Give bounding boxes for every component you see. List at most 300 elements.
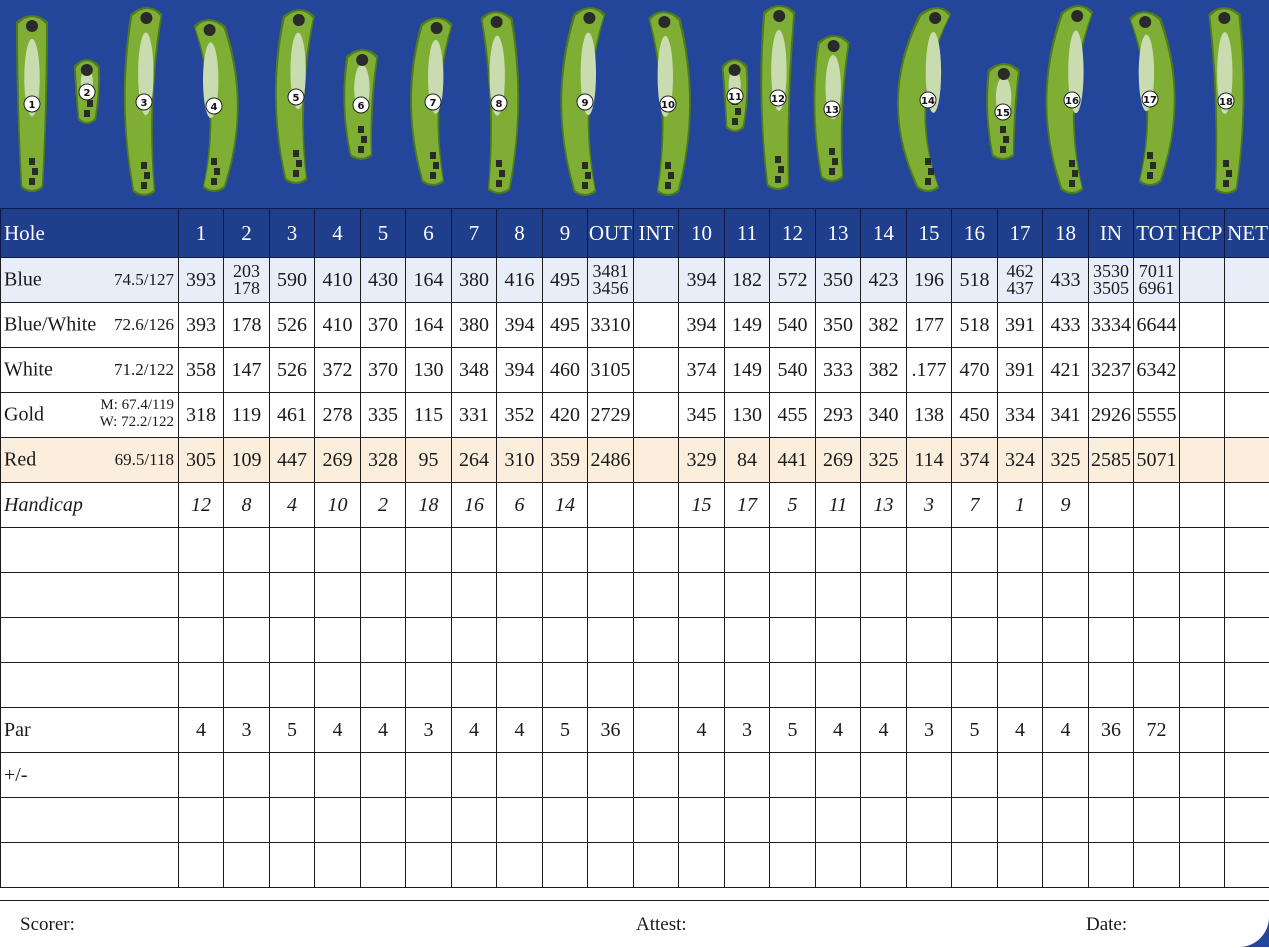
score-entry-cell[interactable] (679, 528, 725, 573)
score-entry-cell[interactable] (770, 573, 816, 618)
player-score-row (1, 843, 1269, 888)
score-entry-cell[interactable] (1225, 618, 1269, 663)
hole-number-header: 14 (861, 209, 907, 258)
tee-label (1, 258, 179, 303)
hole-number-header: 4 (315, 209, 361, 258)
score-entry-cell[interactable] (224, 798, 270, 843)
score-entry-cell[interactable] (907, 528, 952, 573)
score-entry-cell[interactable] (224, 573, 270, 618)
score-entry-cell[interactable] (406, 843, 452, 888)
hole-number-label: 12 (771, 94, 785, 105)
hole-number-label: 2 (84, 88, 91, 99)
score-entry-cell[interactable] (315, 798, 361, 843)
yardage-cell (1180, 258, 1225, 303)
yardage-cell: 203 178 (224, 258, 270, 303)
score-entry-cell[interactable] (770, 798, 816, 843)
score-entry-cell[interactable] (679, 798, 725, 843)
score-entry-cell[interactable] (725, 663, 770, 708)
score-entry-cell[interactable] (588, 663, 634, 708)
hole-header-label: Hole (1, 209, 179, 258)
score-entry-cell[interactable] (270, 798, 315, 843)
hole-number-header: 17 (998, 209, 1043, 258)
hole-number-label: 10 (661, 100, 675, 111)
score-entry-cell[interactable] (816, 798, 861, 843)
score-entry-cell[interactable] (1180, 753, 1225, 798)
score-entry-cell[interactable] (361, 663, 406, 708)
score-entry-cell[interactable] (452, 663, 497, 708)
score-entry-cell[interactable] (679, 618, 725, 663)
yardage-cell: 394 (497, 303, 543, 348)
score-entry-cell[interactable] (179, 843, 224, 888)
hole-number-header: 5 (361, 209, 406, 258)
score-entry-cell[interactable] (725, 528, 770, 573)
score-entry-cell[interactable] (634, 663, 679, 708)
hole-diagram (986, 63, 1020, 160)
yardage-cell: 540 (770, 348, 816, 393)
score-entry-cell[interactable] (1134, 573, 1180, 618)
tee-box-icon (829, 148, 835, 155)
tee-box-icon (430, 172, 436, 179)
score-entry-cell[interactable] (224, 528, 270, 573)
score-entry-cell[interactable] (1043, 798, 1089, 843)
score-entry-cell[interactable] (770, 753, 816, 798)
tee-box-icon (293, 170, 299, 177)
score-entry-cell[interactable] (1089, 618, 1134, 663)
score-entry-cell[interactable] (406, 663, 452, 708)
score-entry-cell[interactable] (998, 753, 1043, 798)
score-entry-cell[interactable] (543, 798, 588, 843)
score-entry-cell[interactable] (361, 618, 406, 663)
score-entry-cell[interactable] (588, 843, 634, 888)
yardage-cell: 391 (998, 303, 1043, 348)
score-entry-cell[interactable] (907, 798, 952, 843)
yardage-cell: 147 (224, 348, 270, 393)
score-entry-cell[interactable] (1180, 573, 1225, 618)
score-entry-cell[interactable] (998, 798, 1043, 843)
score-entry-cell[interactable] (770, 618, 816, 663)
yardage-cell: 348 (452, 348, 497, 393)
score-entry-cell[interactable] (998, 843, 1043, 888)
tee-box-icon (358, 126, 364, 133)
yardage-cell: 370 (361, 348, 406, 393)
score-entry-cell[interactable] (952, 798, 998, 843)
score-entry-cell[interactable] (998, 618, 1043, 663)
score-entry-cell[interactable] (270, 843, 315, 888)
score-entry-cell[interactable] (406, 528, 452, 573)
score-entry-cell[interactable] (634, 618, 679, 663)
score-entry-cell[interactable] (1180, 663, 1225, 708)
score-entry-cell[interactable] (725, 843, 770, 888)
yardage-cell: 526 (270, 303, 315, 348)
score-entry-cell[interactable] (452, 528, 497, 573)
score-entry-cell[interactable] (588, 528, 634, 573)
hole-diagram (1208, 7, 1244, 194)
score-entry-cell[interactable] (725, 798, 770, 843)
score-entry-cell[interactable] (315, 618, 361, 663)
yardage-cell: 130 (725, 393, 770, 438)
score-entry-cell[interactable] (679, 663, 725, 708)
yardage-cell: 325 (861, 438, 907, 483)
yardage-cell (1180, 438, 1225, 483)
yardage-cell: 328 (361, 438, 406, 483)
score-entry-cell[interactable] (1043, 528, 1089, 573)
hole-diagrams (0, 0, 1269, 208)
yardage-cell: 149 (725, 303, 770, 348)
score-entry-cell[interactable] (1134, 528, 1180, 573)
score-entry-cell[interactable] (361, 798, 406, 843)
yardage-cell: 460 (543, 348, 588, 393)
score-entry-cell[interactable] (315, 843, 361, 888)
score-entry-cell[interactable] (816, 618, 861, 663)
score-entry-cell[interactable] (497, 618, 543, 663)
handicap-cell (634, 483, 679, 528)
yardage-cell: 359 (543, 438, 588, 483)
score-entry-cell[interactable] (770, 843, 816, 888)
yardage-cell: 394 (679, 303, 725, 348)
score-entry-cell[interactable] (634, 798, 679, 843)
score-entry-cell[interactable] (179, 798, 224, 843)
bunker-icon (140, 12, 152, 24)
score-entry-cell[interactable] (816, 528, 861, 573)
score-entry-cell[interactable] (861, 798, 907, 843)
tee-label (1, 438, 179, 483)
yardage-cell: 164 (406, 303, 452, 348)
score-entry-cell[interactable] (315, 528, 361, 573)
score-entry-cell[interactable] (543, 753, 588, 798)
score-entry-cell[interactable] (588, 753, 634, 798)
score-entry-cell[interactable] (1089, 798, 1134, 843)
score-entry-cell[interactable] (907, 843, 952, 888)
par-cell: 72 (1134, 708, 1180, 753)
par-cell: 4 (1043, 708, 1089, 753)
hole-diagram (897, 7, 951, 192)
score-entry-cell[interactable] (497, 663, 543, 708)
score-entry-cell[interactable] (679, 843, 725, 888)
yardage-cell: 196 (907, 258, 952, 303)
score-entry-cell[interactable] (861, 573, 907, 618)
yardage-cell: 3334 (1089, 303, 1134, 348)
tee-box-icon (141, 182, 147, 189)
hole-number-header: 8 (497, 209, 543, 258)
yardage-cell (634, 438, 679, 483)
yardage-cell: 382 (861, 348, 907, 393)
score-entry-cell[interactable] (634, 843, 679, 888)
score-entry-cell[interactable] (315, 753, 361, 798)
score-entry-cell[interactable] (907, 573, 952, 618)
score-entry-cell[interactable] (1043, 573, 1089, 618)
score-entry-cell[interactable] (543, 618, 588, 663)
yardage-cell: 95 (406, 438, 452, 483)
hole-number-label: 8 (496, 99, 503, 110)
score-entry-cell[interactable] (1043, 663, 1089, 708)
score-entry-cell[interactable] (1225, 528, 1269, 573)
score-entry-cell[interactable] (1043, 843, 1089, 888)
score-entry-cell[interactable] (361, 753, 406, 798)
score-entry-cell[interactable] (1089, 573, 1134, 618)
score-entry-cell[interactable] (679, 753, 725, 798)
score-entry-cell[interactable] (1225, 663, 1269, 708)
tee-rating: 71.2/122 (114, 360, 174, 380)
hole-number-header: 2 (224, 209, 270, 258)
hole-number-label: 16 (1065, 96, 1079, 107)
tee-box-icon (1223, 180, 1229, 187)
yardage-cell: 324 (998, 438, 1043, 483)
player-score-row (1, 663, 1269, 708)
hole-number-label: 7 (430, 98, 437, 109)
tee-name: White (4, 359, 53, 382)
tee-row (1, 348, 1269, 393)
score-entry-cell[interactable] (770, 528, 816, 573)
handicap-cell: 13 (861, 483, 907, 528)
score-entry-cell[interactable] (224, 618, 270, 663)
yardage-cell (634, 393, 679, 438)
score-entry-cell[interactable] (952, 528, 998, 573)
score-entry-cell[interactable] (861, 528, 907, 573)
tee-box-icon (1147, 152, 1153, 159)
score-entry-cell[interactable] (1134, 798, 1180, 843)
score-entry-cell[interactable] (179, 528, 224, 573)
hole-diagram (1045, 5, 1093, 194)
score-entry-cell[interactable] (406, 798, 452, 843)
score-entry-cell[interactable] (1180, 618, 1225, 663)
score-entry-cell[interactable] (179, 573, 224, 618)
score-entry-cell[interactable] (816, 573, 861, 618)
yardage-cell: 462 437 (998, 258, 1043, 303)
score-entry-cell[interactable] (270, 528, 315, 573)
handicap-cell: 5 (770, 483, 816, 528)
score-entry-cell[interactable] (1089, 663, 1134, 708)
hole-number-label: 17 (1143, 95, 1157, 106)
score-entry-cell[interactable] (361, 528, 406, 573)
yardage-cell: 305 (179, 438, 224, 483)
score-entry-cell[interactable] (1225, 843, 1269, 888)
yardage-cell: 5071 (1134, 438, 1180, 483)
score-entry-cell[interactable] (998, 663, 1043, 708)
tee-rating: 69.5/118 (115, 450, 174, 470)
score-entry-cell[interactable] (543, 663, 588, 708)
handicap-cell: 16 (452, 483, 497, 528)
yardage-cell: 177 (907, 303, 952, 348)
score-entry-cell[interactable] (634, 528, 679, 573)
yardage-cell: 420 (543, 393, 588, 438)
yardage-cell: 421 (1043, 348, 1089, 393)
score-entry-cell[interactable] (952, 843, 998, 888)
score-entry-cell[interactable] (1134, 618, 1180, 663)
bunker-icon (583, 12, 595, 24)
score-entry-cell[interactable] (1180, 798, 1225, 843)
score-entry-cell[interactable] (406, 573, 452, 618)
par-cell: 5 (543, 708, 588, 753)
hole-diagram (343, 49, 378, 160)
score-entry-cell[interactable] (543, 843, 588, 888)
score-entry-cell[interactable] (270, 618, 315, 663)
par-cell (1180, 708, 1225, 753)
score-entry-cell[interactable] (725, 753, 770, 798)
player-score-row (1, 573, 1269, 618)
tee-box-icon (430, 152, 436, 159)
hole-number-header: NET (1225, 209, 1269, 258)
score-entry-cell[interactable] (543, 573, 588, 618)
score-entry-cell[interactable] (1089, 843, 1134, 888)
score-entry-cell[interactable] (1180, 843, 1225, 888)
yardage-cell: 178 (224, 303, 270, 348)
score-entry-cell[interactable] (497, 843, 543, 888)
score-entry-cell[interactable] (952, 573, 998, 618)
score-entry-cell[interactable] (679, 573, 725, 618)
yardage-cell: 450 (952, 393, 998, 438)
score-entry-cell[interactable] (1134, 663, 1180, 708)
yardage-cell (1180, 348, 1225, 393)
score-entry-cell[interactable] (588, 798, 634, 843)
score-entry-cell[interactable] (361, 843, 406, 888)
yardage-cell: 3310 (588, 303, 634, 348)
score-entry-cell[interactable] (1134, 843, 1180, 888)
hole-number-header: HCP (1180, 209, 1225, 258)
score-entry-cell[interactable] (452, 753, 497, 798)
score-entry-cell[interactable] (1089, 753, 1134, 798)
player-score-row-label (1, 663, 179, 708)
yardage-cell: 393 (179, 258, 224, 303)
player-score-row-label (1, 573, 179, 618)
score-entry-cell[interactable] (224, 843, 270, 888)
score-entry-cell[interactable] (1043, 618, 1089, 663)
score-entry-cell[interactable] (861, 753, 907, 798)
score-entry-cell[interactable] (270, 753, 315, 798)
tee-name: Gold (4, 404, 44, 427)
yardage-cell: 138 (907, 393, 952, 438)
score-entry-cell[interactable] (1225, 798, 1269, 843)
yardage-cell: 374 (679, 348, 725, 393)
bunker-icon (773, 10, 785, 22)
yardage-cell: 380 (452, 258, 497, 303)
score-entry-cell[interactable] (452, 843, 497, 888)
score-entry-cell[interactable] (861, 843, 907, 888)
score-entry-cell[interactable] (497, 798, 543, 843)
bunker-icon (293, 14, 305, 26)
score-entry-cell[interactable] (725, 573, 770, 618)
handicap-cell: 9 (1043, 483, 1089, 528)
yardage-cell: 2729 (588, 393, 634, 438)
score-entry-cell[interactable] (497, 753, 543, 798)
tee-box-icon (32, 168, 38, 175)
score-entry-cell[interactable] (952, 753, 998, 798)
score-entry-cell[interactable] (861, 618, 907, 663)
score-entry-cell[interactable] (634, 753, 679, 798)
yardage-cell: 455 (770, 393, 816, 438)
tee-box-icon (1069, 180, 1075, 187)
score-entry-cell[interactable] (224, 663, 270, 708)
tee-label (1, 303, 179, 348)
score-entry-cell[interactable] (1180, 528, 1225, 573)
score-entry-cell[interactable] (452, 798, 497, 843)
tee-box-icon (665, 162, 671, 169)
score-entry-cell[interactable] (725, 618, 770, 663)
score-entry-cell[interactable] (315, 573, 361, 618)
score-entry-cell[interactable] (315, 663, 361, 708)
par-row (1, 708, 1269, 753)
score-entry-cell[interactable] (952, 663, 998, 708)
score-entry-cell[interactable] (634, 573, 679, 618)
score-entry-cell[interactable] (543, 528, 588, 573)
score-entry-cell[interactable] (179, 753, 224, 798)
yardage-cell: 329 (679, 438, 725, 483)
tee-box-icon (582, 182, 588, 189)
score-entry-cell[interactable] (998, 573, 1043, 618)
score-entry-cell[interactable] (907, 663, 952, 708)
par-cell: 36 (588, 708, 634, 753)
score-entry-cell[interactable] (816, 663, 861, 708)
score-entry-cell[interactable] (588, 618, 634, 663)
player-score-row (1, 618, 1269, 663)
score-entry-cell[interactable] (497, 528, 543, 573)
yardage-cell: 350 (816, 258, 861, 303)
handicap-cell: 12 (179, 483, 224, 528)
score-entry-cell[interactable] (1089, 528, 1134, 573)
hole-diagram (410, 17, 453, 186)
yardage-cell: 410 (315, 258, 361, 303)
score-entry-cell[interactable] (361, 573, 406, 618)
tee-box-icon (87, 100, 93, 107)
score-entry-cell[interactable] (816, 753, 861, 798)
score-entry-cell[interactable] (770, 663, 816, 708)
score-entry-cell[interactable] (452, 573, 497, 618)
hole-diagram (124, 7, 163, 196)
hole-number-header: 13 (816, 209, 861, 258)
score-entry-cell[interactable] (998, 528, 1043, 573)
plus-minus-row (1, 753, 1269, 798)
score-entry-cell[interactable] (1225, 753, 1269, 798)
score-entry-cell[interactable] (861, 663, 907, 708)
score-entry-cell[interactable] (497, 573, 543, 618)
handicap-cell (1225, 483, 1269, 528)
hole-number-header: 12 (770, 209, 816, 258)
score-entry-cell[interactable] (406, 618, 452, 663)
handicap-cell: 1 (998, 483, 1043, 528)
score-entry-cell[interactable] (907, 753, 952, 798)
score-entry-cell[interactable] (907, 618, 952, 663)
tee-box-icon (1000, 126, 1006, 133)
handicap-cell (1180, 483, 1225, 528)
yardage-cell: 382 (861, 303, 907, 348)
score-entry-cell[interactable] (1043, 753, 1089, 798)
handicap-cell: 17 (725, 483, 770, 528)
tee-row (1, 438, 1269, 483)
score-entry-cell[interactable] (179, 663, 224, 708)
score-entry-cell[interactable] (588, 573, 634, 618)
score-entry-cell[interactable] (270, 573, 315, 618)
score-entry-cell[interactable] (1225, 573, 1269, 618)
yardage-cell: 423 (861, 258, 907, 303)
par-cell: 5 (952, 708, 998, 753)
score-entry-cell[interactable] (224, 753, 270, 798)
score-entry-cell[interactable] (816, 843, 861, 888)
score-entry-cell[interactable] (952, 618, 998, 663)
bunker-icon (828, 40, 840, 52)
score-entry-cell[interactable] (1134, 753, 1180, 798)
score-entry-cell[interactable] (270, 663, 315, 708)
tee-box-icon (1000, 146, 1006, 153)
score-entry-cell[interactable] (179, 618, 224, 663)
par-cell: 4 (861, 708, 907, 753)
par-cell: 4 (679, 708, 725, 753)
score-entry-cell[interactable] (406, 753, 452, 798)
handicap-cell: 4 (270, 483, 315, 528)
yardage-cell: 278 (315, 393, 361, 438)
tee-box-icon (775, 156, 781, 163)
hole-diagram-band (0, 0, 1269, 208)
score-entry-cell[interactable] (452, 618, 497, 663)
hole-number-header: 15 (907, 209, 952, 258)
